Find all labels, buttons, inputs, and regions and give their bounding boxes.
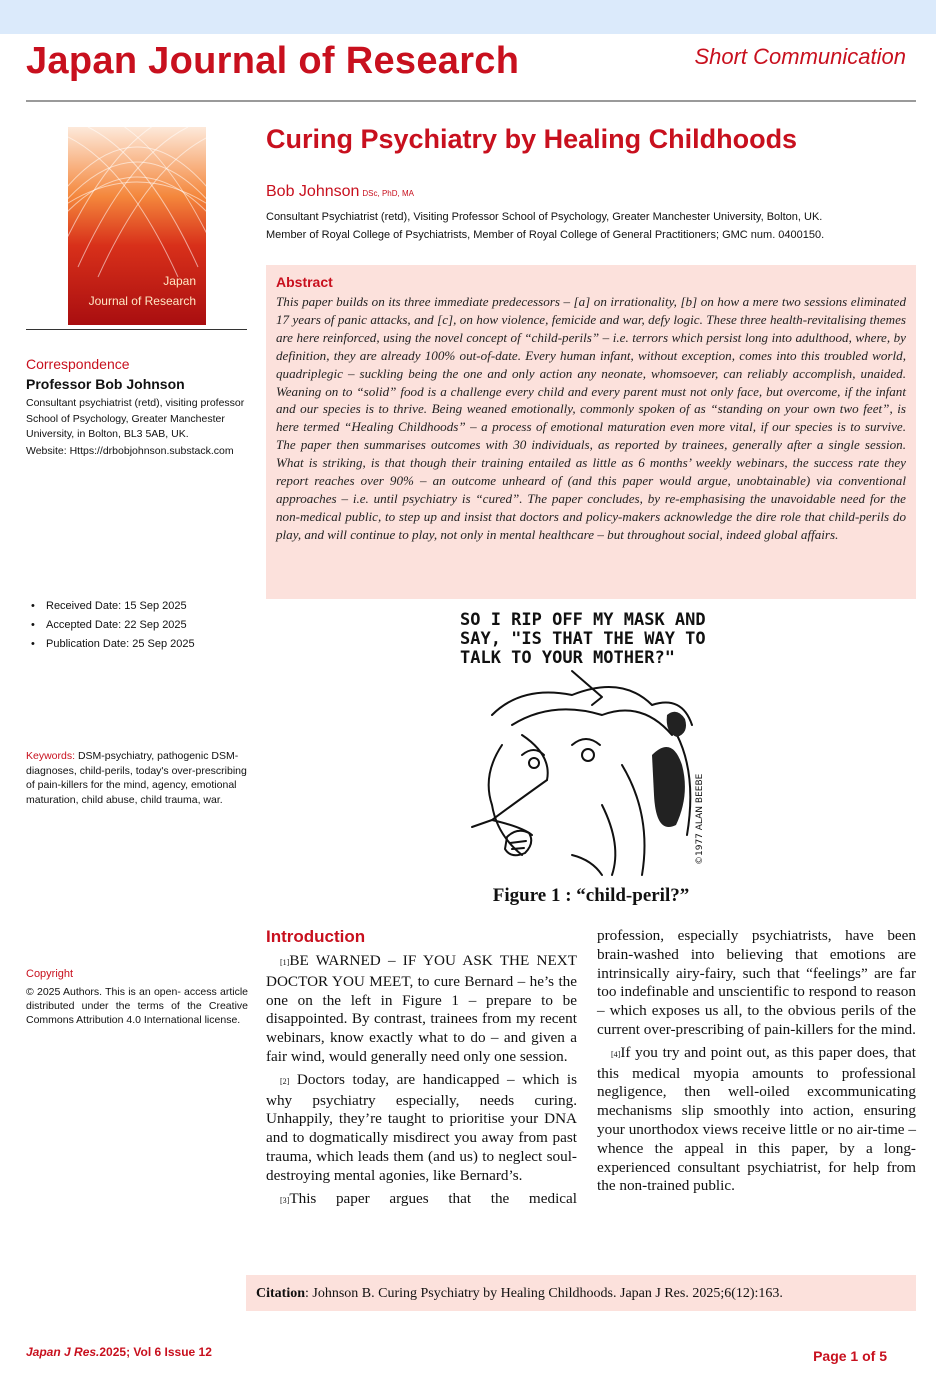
keywords-label: Keywords: xyxy=(26,750,76,762)
top-band xyxy=(0,0,936,34)
cartoon-illustration xyxy=(452,605,722,880)
speech-line-3: TALK TO YOUR MOTHER?" xyxy=(460,648,675,668)
abstract-box xyxy=(266,265,916,599)
affiliation-line-1: Consultant Psychiatrist (retd), Visiting Professor School of Psychology, Greater Manchester University, Bolton, UK. xyxy=(266,211,823,223)
page-number: Page 1 of 5 xyxy=(813,1348,887,1364)
paragraph-text: If you try and point out, as this paper does, that this medical myopia amounts to professional negligence, then well-oiled excommunicating mechanisms slip smoothly into action, ensuring your unorthodox views receive little or no air-time – whence the appeal in this paper, by a long-experienced consultant psychiatrist, for help from the non-trained public. xyxy=(597,1043,916,1195)
paragraph-text: BE WARNED – IF YOU ASK THE NEXT DOCTOR YOU MEET, to cure Bernard – he’s the one on the left in Figure 1 – prepare to be disappointed. By contrast, trainees from my recent webinars, know exactly what to do – and given a fair wind, would generally need only one session. xyxy=(266,952,577,1065)
publication-date: • Publication Date: 25 Sep 2025 xyxy=(26,635,195,654)
paragraph-4 xyxy=(597,1044,916,1196)
cover-line-2: Journal of Research xyxy=(88,294,196,308)
paragraph-3-continued xyxy=(597,927,916,1040)
correspondence-name: Professor Bob Johnson xyxy=(26,376,185,392)
affiliation-line-2: Member of Royal College of Psychiatrists, Member of Royal College of General Practitioners; GMC num. 0400150. xyxy=(266,229,825,241)
speech-line-2: SAY, "IS THAT THE WAY TO xyxy=(460,629,706,649)
cartoon-signature: ©1977 ALAN BEEBE xyxy=(695,773,705,865)
footer-journal-issue xyxy=(26,1345,212,1359)
paragraph-3 xyxy=(266,1190,577,1211)
figure-cartoon xyxy=(452,605,722,880)
paragraph-2 xyxy=(266,1071,577,1186)
author-affiliation xyxy=(266,208,916,244)
header-divider xyxy=(26,100,916,102)
paragraph-number: [4] xyxy=(611,1049,621,1059)
figure-caption: Figure 1 : “child-peril?” xyxy=(492,885,690,906)
correspondence-label: Correspondence xyxy=(26,356,130,372)
copyright-block xyxy=(26,967,248,1027)
footer-issue: 2025; Vol 6 Issue 12 xyxy=(99,1345,212,1359)
accepted-date: • Accepted Date: 22 Sep 2025 xyxy=(26,616,195,635)
received-date: • Received Date: 15 Sep 2025 xyxy=(26,597,195,616)
keywords xyxy=(26,749,248,807)
copyright-label: Copyright xyxy=(26,968,74,980)
paragraph-1 xyxy=(266,952,577,1067)
article-type: Short Communication xyxy=(694,44,906,69)
cover-title xyxy=(68,271,206,311)
citation-label: Citation xyxy=(256,1286,305,1301)
body-column-2 xyxy=(597,927,916,1200)
author-line xyxy=(266,183,414,201)
author-degrees: DSc, PhD, MA xyxy=(362,189,414,198)
keywords-text: DSM-psychiatry, pathogenic DSM-diagnoses, child-perils, today's over-prescribing of pain-killers for the mind, agency, emotional maturation, child abuse, child trauma, war. xyxy=(26,750,247,806)
correspondence-details xyxy=(26,396,248,460)
paragraph-text: profession, especially psychiatrists, have been brain-washed into believing that emotions are intrinsically airy-fairy, such that “feelings” are far too indefinable and unscientific to respond to reason – which exposes us all, to the obvious perils of the current over-prescribing of pain-killers for the mind. xyxy=(597,927,916,1038)
correspondence-address: Consultant psychiatrist (retd), visiting professor School of Psychology, Greater Manchester University, in Bolton, BL3 5AB, UK. xyxy=(26,397,245,440)
abstract-text: This paper builds on its three immediate predecessors – [a] on irrationality, [b] on how a mere two sessions eliminated 17 years of panic attacks, and [c], on how violence, femicide and war, defy logic. These three health-revitalising themes are here reinforced, using the novel concept of “child-perils” – i.e. terrors which persist long into adulthood, where, by definition, they are already 100% out-of-date. Every human infant, without exception, comes into this troubled world, quadriplegic – suckling being the one and only action any neonate, whomsoever, can reliably accomplish, unaided. Weaning on to “solid” food is a challenge every child and every parent must not only face, but overcome, if the infant and our species is to thrive. Being weaned emotionally, commonly spoken of as “standing on your own two feet”, is here termed “Healing Childhoods” – a process of emotional maturation even more vital, if our species is to survive. The paper then summarises outcomes with 30 individuals, as reported by trainees, generally after a single session. What is striking, is that though their training entailed as little as 6 months’ weekly webinars, the success rate they report reaches over 90% – an outcome unheard of (and this paper would argue, unobtainable) via conventional approaches – i.e. until psychiatry is “cured”. The paper concludes, by re-emphasising the unavoidable need for the non-medical public, to step up and insist that doctors and policy-makers acknowledge the dire role that child-perils do play, and will continue to play, not only in mental healthcare – but throughout social, indeed global affairs. xyxy=(276,294,906,542)
footer-journal: Japan J Res. xyxy=(26,1345,100,1359)
correspondence-website[interactable]: Website: Https://drbobjohnson.substack.com xyxy=(26,444,234,457)
journal-cover xyxy=(68,127,206,325)
journal-title: Japan Journal of Research xyxy=(26,40,520,82)
cover-line-1: Japan xyxy=(163,274,196,288)
paragraph-number: [3] xyxy=(280,1195,290,1205)
body-column-1 xyxy=(266,952,577,1214)
copyright-text: © 2025 Authors. This is an open- access article distributed under the terms of the Creative Commons Attribution 4.0 International license. xyxy=(26,986,248,1026)
paragraph-number: [1] xyxy=(280,958,290,967)
speech-line-1: SO I RIP OFF MY MASK AND xyxy=(460,610,706,630)
citation-text: : Johnson B. Curing Psychiatry by Healing Childhoods. Japan J Res. 2025;6(12):163. xyxy=(305,1286,783,1301)
abstract-heading: Abstract xyxy=(276,274,333,290)
author-name: Bob Johnson xyxy=(266,183,360,200)
left-divider xyxy=(26,329,247,330)
citation-box xyxy=(246,1275,916,1311)
article-dates xyxy=(26,597,195,654)
introduction-heading: Introduction xyxy=(266,927,366,946)
paragraph-text: This paper argues that the medical xyxy=(289,1189,577,1207)
paragraph-text: Doctors today, are handicapped – which is why psychiatry especially, needs curing. Unhappily, they’re taught to prioritise your DNA and to dogmatically misdirect you away from past trauma, which leads them (and us) to neglect soul-destroying mental agonies, like Bernard’s. xyxy=(266,1070,577,1184)
article-title: Curing Psychiatry by Healing Childhoods xyxy=(266,124,798,154)
paragraph-number: [2] xyxy=(280,1076,290,1086)
